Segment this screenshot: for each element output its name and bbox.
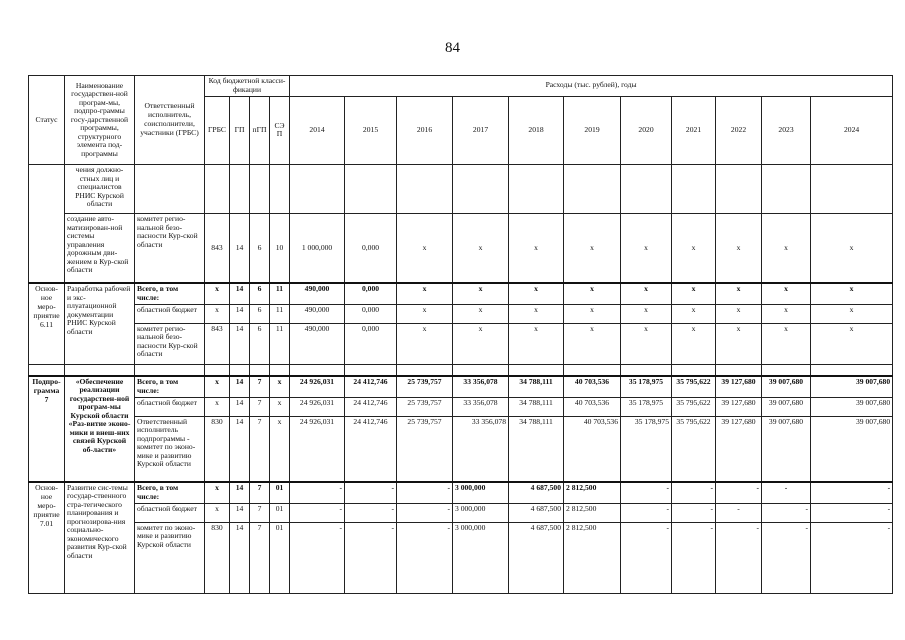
- cell-value: x: [453, 214, 509, 284]
- budget-table: [28, 75, 893, 594]
- cell-value: x: [397, 214, 453, 284]
- cell-value: x: [564, 214, 621, 284]
- row-name: Развитие сис-темы государ-ственного стра-тегического планирования и прогнозирова-ния социально-экономического развития Кур-ской области: [65, 482, 135, 593]
- cell-value: x: [716, 304, 762, 323]
- cell-gp: 14: [230, 503, 250, 522]
- cell-value: -: [811, 503, 893, 522]
- cell-pgp: 7: [250, 503, 270, 522]
- cell-value: x: [509, 214, 564, 284]
- cell-value: x: [564, 283, 621, 304]
- cell-sep: 10: [270, 214, 290, 284]
- table-row: [29, 416, 893, 482]
- cell-value: x: [564, 304, 621, 323]
- table-row: [29, 214, 893, 284]
- cell-value: 39 007,680: [811, 416, 893, 482]
- cell-value: x: [811, 283, 893, 304]
- cell-sep: 11: [270, 304, 290, 323]
- cell-value: -: [762, 522, 811, 593]
- cell-pgp: 7: [250, 416, 270, 482]
- cell-value: 35 795,622: [672, 376, 716, 397]
- cell-value: x: [509, 283, 564, 304]
- cell-value: -: [716, 522, 762, 593]
- table-row: [29, 323, 893, 364]
- cell-value: -: [762, 482, 811, 503]
- cell-value: -: [811, 482, 893, 503]
- cell-value: 0,000: [345, 214, 397, 284]
- cell-value: x: [716, 323, 762, 364]
- row-executor: комитет регио-нальной безо-пасности Кур-ской области: [135, 214, 205, 284]
- cell-value: 25 739,757: [397, 397, 453, 416]
- cell-value: -: [716, 503, 762, 522]
- cell-value: 3 000,000: [453, 503, 509, 522]
- cell-sep: 11: [270, 323, 290, 364]
- cell-value: 35 178,975: [621, 416, 672, 482]
- cell-value: 24 926,031: [290, 397, 345, 416]
- cell-gp: 14: [230, 482, 250, 503]
- row-status: Подпро-грамма 7: [29, 376, 65, 482]
- row-name: Разработка рабочей и экс-плуатационной документации РНИС Курской области: [65, 283, 135, 364]
- header-year: 2019: [564, 96, 621, 164]
- table-row: [29, 522, 893, 593]
- cell-value: 39 007,680: [762, 397, 811, 416]
- cell-sep: 01: [270, 522, 290, 593]
- cell-value: x: [762, 323, 811, 364]
- cell-value: 2 812,500: [564, 522, 621, 593]
- table-row: [29, 165, 893, 214]
- row-executor: областной бюджет: [135, 397, 205, 416]
- table-row: [29, 376, 893, 397]
- cell-value: 35 178,975: [621, 397, 672, 416]
- cell-value: x: [762, 283, 811, 304]
- cell-value: x: [672, 283, 716, 304]
- cell-gp: 14: [230, 323, 250, 364]
- cell-sep: x: [270, 416, 290, 482]
- cell-value: -: [672, 503, 716, 522]
- cell-sep: 01: [270, 503, 290, 522]
- header-year: 2014: [290, 96, 345, 164]
- row-executor: областной бюджет: [135, 304, 205, 323]
- cell-grbs: 830: [205, 522, 230, 593]
- cell-value: x: [509, 323, 564, 364]
- cell-value: 24 926,031: [290, 376, 345, 397]
- cell-sep: x: [270, 397, 290, 416]
- cell-value: -: [672, 522, 716, 593]
- cell-value: 1 000,000: [290, 214, 345, 284]
- row-status: Основ-ное меро-приятие 7.01: [29, 482, 65, 593]
- cell-value: -: [672, 482, 716, 503]
- cell-value: 0,000: [345, 304, 397, 323]
- header-year: 2022: [716, 96, 762, 164]
- cell-value: 33 356,078: [453, 376, 509, 397]
- header-row-1: [29, 76, 893, 97]
- cell-value: -: [290, 482, 345, 503]
- cell-grbs: x: [205, 397, 230, 416]
- cell-value: 24 926,031: [290, 416, 345, 482]
- cell-value: 24 412,746: [345, 416, 397, 482]
- cell-value: x: [621, 214, 672, 284]
- header-status: Статус: [29, 76, 65, 165]
- cell-pgp: 7: [250, 482, 270, 503]
- cell-value: x: [621, 323, 672, 364]
- cell-value: 2 812,500: [564, 482, 621, 503]
- cell-value: -: [397, 503, 453, 522]
- cell-value: 0,000: [345, 283, 397, 304]
- cell-value: x: [564, 323, 621, 364]
- cell-pgp: 7: [250, 397, 270, 416]
- cell-grbs: x: [205, 482, 230, 503]
- cell-value: x: [397, 283, 453, 304]
- cell-value: 35 795,622: [672, 397, 716, 416]
- cell-value: 39 007,680: [811, 376, 893, 397]
- cell-value: x: [762, 304, 811, 323]
- cell-value: 39 127,680: [716, 416, 762, 482]
- header-year: 2023: [762, 96, 811, 164]
- cell-grbs: x: [205, 503, 230, 522]
- cell-value: x: [716, 214, 762, 284]
- table-row: [29, 397, 893, 416]
- cell-gp: 14: [230, 214, 250, 284]
- row-name: создание авто-матизирован-ной системы управления дорожным дви-жением в Кур-ской области: [65, 214, 135, 284]
- header-expenses: Расходы (тыс. рублей), годы: [290, 76, 893, 97]
- cell-value: 39 127,680: [716, 376, 762, 397]
- cell-pgp: 6: [250, 304, 270, 323]
- table-row: [29, 304, 893, 323]
- cell-value: 35 178,975: [621, 376, 672, 397]
- cell-value: 490,000: [290, 323, 345, 364]
- cell-value: x: [672, 304, 716, 323]
- cell-value: x: [397, 323, 453, 364]
- cell-value: -: [621, 482, 672, 503]
- cell-value: x: [811, 323, 893, 364]
- header-executor: Ответственный исполнитель, соисполнители, участники (ГРБС): [135, 76, 205, 165]
- cell-value: 33 356,078: [453, 416, 509, 482]
- cell-value: 490,000: [290, 304, 345, 323]
- cell-grbs: 830: [205, 416, 230, 482]
- cell-sep: 01: [270, 482, 290, 503]
- header-year: 2021: [672, 96, 716, 164]
- header-year: 2016: [397, 96, 453, 164]
- cell-value: -: [290, 522, 345, 593]
- table-row: [29, 482, 893, 503]
- cell-grbs: x: [205, 283, 230, 304]
- cell-value: 39 127,680: [716, 397, 762, 416]
- cell-value: 39 007,680: [811, 397, 893, 416]
- cell-value: 25 739,757: [397, 376, 453, 397]
- cell-value: x: [811, 214, 893, 284]
- cell-value: 4 687,500: [509, 503, 564, 522]
- page-number: 84: [445, 40, 460, 56]
- cell-gp: 14: [230, 397, 250, 416]
- cell-pgp: 6: [250, 323, 270, 364]
- cell-grbs: 843: [205, 323, 230, 364]
- cell-value: -: [290, 503, 345, 522]
- cell-gp: 14: [230, 522, 250, 593]
- cell-value: 4 687,500: [509, 522, 564, 593]
- cell-pgp: 7: [250, 522, 270, 593]
- cell-value: -: [621, 522, 672, 593]
- cell-value: 2 812,500: [564, 503, 621, 522]
- cell-value: x: [672, 214, 716, 284]
- cell-value: 34 788,111: [509, 416, 564, 482]
- cell-value: 35 795,622: [672, 416, 716, 482]
- row-name: «Обеспечение реализации государствен-ной програм-мы Курской области «Раз-витие эконо-мики и внеш-них связей Курской об-ласти»: [65, 376, 135, 482]
- cell-pgp: 6: [250, 214, 270, 284]
- row-executor: Всего, в том числе:: [135, 283, 205, 304]
- header-year: 2017: [453, 96, 509, 164]
- cell-value: x: [762, 214, 811, 284]
- cell-value: 4 687,500: [509, 482, 564, 503]
- cell-gp: 14: [230, 416, 250, 482]
- cell-value: -: [621, 503, 672, 522]
- cell-value: 39 007,680: [762, 416, 811, 482]
- table-row: [29, 503, 893, 522]
- cell-pgp: 6: [250, 283, 270, 304]
- header-pgp: пГП: [250, 96, 270, 164]
- cell-value: x: [621, 283, 672, 304]
- row-executor: комитет по эконо-мике и развитию Курской области: [135, 522, 205, 593]
- header-grbs: ГРБС: [205, 96, 230, 164]
- row-executor: комитет регио-нальной безо-пасности Кур-ской области: [135, 323, 205, 364]
- cell-value: 40 703,536: [564, 376, 621, 397]
- cell-value: 40 703,536: [564, 397, 621, 416]
- cell-sep: 11: [270, 283, 290, 304]
- cell-value: 25 739,757: [397, 416, 453, 482]
- header-sep: СЭП: [270, 96, 290, 164]
- cell-value: -: [397, 482, 453, 503]
- row-executor: Всего, в том числе:: [135, 482, 205, 503]
- cell-value: x: [716, 283, 762, 304]
- cell-grbs: 843: [205, 214, 230, 284]
- cell-value: -: [762, 503, 811, 522]
- cell-value: x: [397, 304, 453, 323]
- cell-grbs: x: [205, 376, 230, 397]
- cell-value: x: [453, 323, 509, 364]
- row-name: чения должно-стных лиц и специалистов РНИС Курской области: [65, 165, 135, 214]
- cell-value: x: [672, 323, 716, 364]
- cell-value: x: [811, 304, 893, 323]
- cell-value: 0,000: [345, 323, 397, 364]
- header-name: Наименование государствен-ной програм-мы, подпро-граммы госу-дарственной программы, структурного элемента под-программы: [65, 76, 135, 165]
- cell-pgp: 7: [250, 376, 270, 397]
- cell-sep: x: [270, 376, 290, 397]
- row-executor: областной бюджет: [135, 503, 205, 522]
- cell-value: 33 356,078: [453, 397, 509, 416]
- cell-value: 39 007,680: [762, 376, 811, 397]
- header-gp: ГП: [230, 96, 250, 164]
- cell-value: x: [509, 304, 564, 323]
- cell-value: 24 412,746: [345, 376, 397, 397]
- cell-value: 24 412,746: [345, 397, 397, 416]
- cell-value: -: [345, 503, 397, 522]
- cell-value: 40 703,536: [564, 416, 621, 482]
- cell-grbs: x: [205, 304, 230, 323]
- cell-gp: 14: [230, 304, 250, 323]
- spacer-row: [29, 364, 893, 376]
- header-year: 2018: [509, 96, 564, 164]
- cell-value: x: [453, 283, 509, 304]
- header-budget-code: Код бюджетной класси-фикации: [205, 76, 290, 97]
- cell-gp: 14: [230, 283, 250, 304]
- row-status: Основ-ное меро-приятие 6.11: [29, 283, 65, 364]
- cell-gp: 14: [230, 376, 250, 397]
- cell-value: -: [345, 482, 397, 503]
- cell-value: x: [453, 304, 509, 323]
- header-year: 2015: [345, 96, 397, 164]
- cell-value: -: [345, 522, 397, 593]
- cell-value: -: [811, 522, 893, 593]
- cell-value: 3 000,000: [453, 482, 509, 503]
- header-year: 2024: [811, 96, 893, 164]
- cell-value: 3 000,000: [453, 522, 509, 593]
- row-executor: Ответственный исполнитель подпрограммы - комитет по эконо-мике и развитию Курской области: [135, 416, 205, 482]
- row-executor: Всего, в том числе:: [135, 376, 205, 397]
- cell-value: 34 788,111: [509, 376, 564, 397]
- cell-value: 490,000: [290, 283, 345, 304]
- header-year: 2020: [621, 96, 672, 164]
- cell-value: -: [397, 522, 453, 593]
- cell-value: x: [621, 304, 672, 323]
- cell-value: 34 788,111: [509, 397, 564, 416]
- table-row: [29, 283, 893, 304]
- cell-value: -: [716, 482, 762, 503]
